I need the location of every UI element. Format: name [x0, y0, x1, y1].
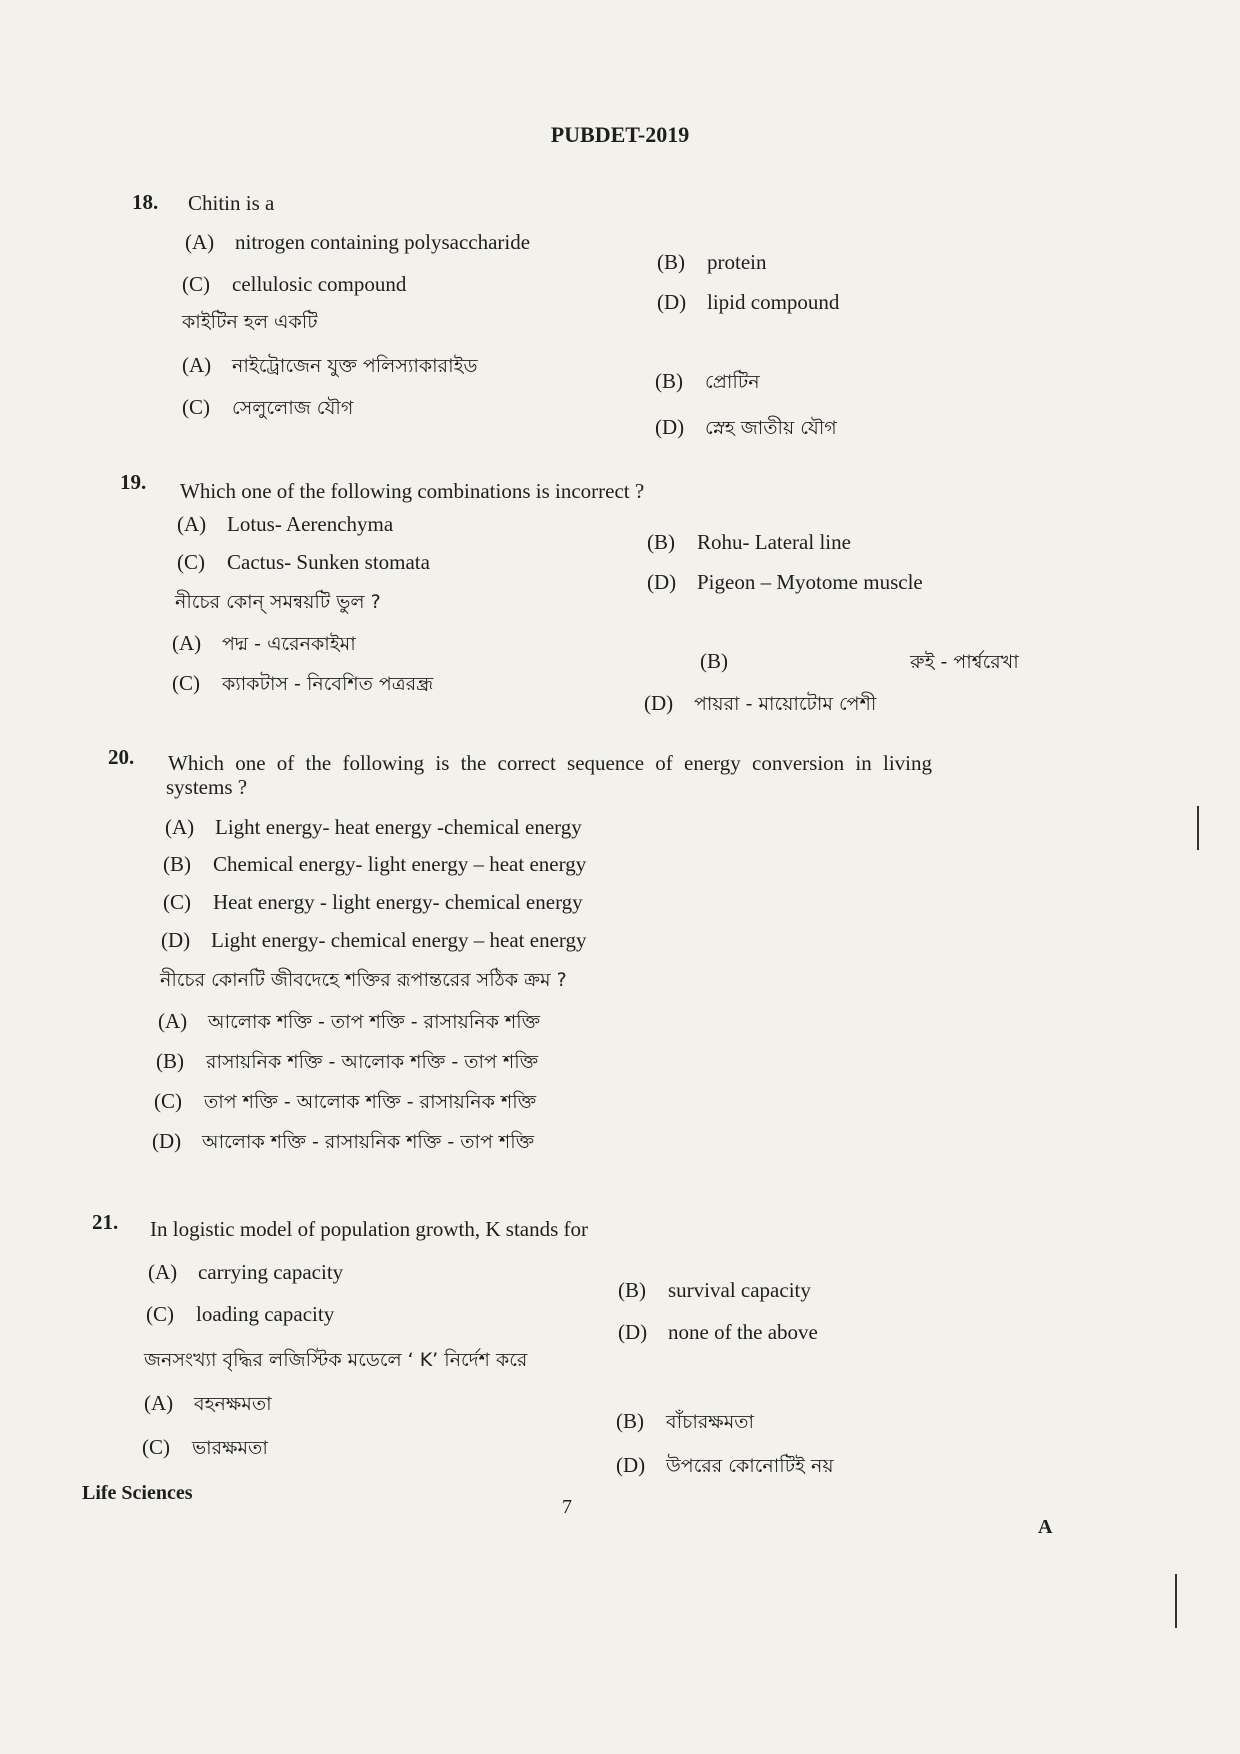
option-en-b: (B) protein [657, 250, 767, 274]
question-number: 20. [108, 745, 135, 769]
option-en-d: (D) Pigeon – Myotome muscle [647, 570, 923, 594]
option-bn-d: (D) স্নেহ জাতীয় যৌগ [655, 415, 837, 439]
option-en-d: (D) lipid compound [657, 290, 840, 314]
option-en-c: (C) loading capacity [146, 1302, 335, 1326]
footer-set-code: A [1038, 1516, 1053, 1538]
question-text-bn: নীচের কোন্ সমন্বয়টি ভুল ? [175, 591, 381, 613]
option-en-c: (C) Cactus- Sunken stomata [177, 550, 430, 574]
option-bn-d: (D) উপরের কোনোটিই নয় [616, 1453, 834, 1477]
option-bn-a: (A) নাইট্রোজেন যুক্ত পলিস্যাকারাইড [182, 353, 478, 377]
question-number: 19. [120, 470, 147, 494]
option-en-a: (A) Light energy- heat energy -chemical energy [165, 815, 582, 839]
question-text-en: Chitin is a [188, 191, 275, 215]
option-en-b: (B) survival capacity [618, 1278, 811, 1302]
option-bn-a: (A) বহনক্ষমতা [144, 1391, 272, 1415]
scan-mark [1175, 1574, 1177, 1628]
option-en-a: (A) Lotus- Aerenchyma [177, 512, 394, 536]
question-text-bn: নীচের কোনটি জীবদেহে শক্তির রূপান্তরের সঠিক ক্রম ? [160, 969, 567, 991]
option-en-b: (B) Chemical energy- light energy – heat energy [163, 852, 587, 876]
option-en-d: (D) Light energy- chemical energy – heat energy [161, 928, 587, 952]
option-bn-c: (C) সেলুলোজ যৌগ [182, 395, 354, 419]
footer-page-number: 7 [562, 1496, 572, 1518]
option-en-c: (C) Heat energy - light energy- chemical energy [163, 890, 583, 914]
question-text-bn: কাইটিন হল একটি [182, 311, 318, 333]
page-header-title: PUBDET-2019 [550, 122, 690, 147]
option-bn-c: (C) ক্যাকটাস - নিবেশিত পত্ররন্ধ্র [172, 671, 434, 695]
option-en-b: (B) Rohu- Lateral line [647, 530, 851, 554]
option-bn-b: (B) রাসায়নিক শক্তি - আলোক শক্তি - তাপ শক্তি [156, 1049, 539, 1073]
option-bn-b: (B) রুই - পার্শ্বরেখা [700, 649, 1019, 673]
option-bn-b: (B) বাঁচারক্ষমতা [616, 1409, 755, 1433]
option-bn-a: (A) পদ্ম - এরেনকাইমা [172, 631, 356, 655]
option-bn-c: (C) ভারক্ষমতা [142, 1435, 268, 1459]
question-text-en: In logistic model of population growth, K stands for [150, 1217, 589, 1241]
option-bn-b: (B) প্রোটিন [655, 369, 760, 393]
footer-subject: Life Sciences [82, 1482, 193, 1504]
option-en-a: (A) nitrogen containing polysaccharide [185, 230, 531, 254]
question-text-en-line2: systems ? [166, 775, 248, 799]
scan-mark [1197, 806, 1199, 850]
option-en-c: (C) cellulosic compound [182, 272, 407, 296]
question-number: 18. [132, 190, 159, 214]
question-number: 21. [92, 1210, 119, 1234]
question-text-bn: জনসংখ্যা বৃদ্ধির লজিস্টিক মডেলে ‘ K’ নির্দেশ করে [144, 1349, 528, 1371]
option-bn-a: (A) আলোক শক্তি - তাপ শক্তি - রাসায়নিক শক্তি [158, 1009, 541, 1033]
question-text-en-line1: Which one of the following is the correct sequence of energy conversion in living [168, 751, 932, 775]
option-bn-c: (C) তাপ শক্তি - আলোক শক্তি - রাসায়নিক শক্তি [154, 1089, 537, 1113]
option-en-a: (A) carrying capacity [148, 1260, 344, 1284]
option-bn-d: (D) আলোক শক্তি - রাসায়নিক শক্তি - তাপ শক্তি [152, 1129, 535, 1153]
question-text-en: Which one of the following combinations is incorrect ? [180, 479, 645, 503]
option-bn-d: (D) পায়রা - মায়োটোম পেশী [644, 691, 877, 715]
option-en-d: (D) none of the above [618, 1320, 818, 1344]
